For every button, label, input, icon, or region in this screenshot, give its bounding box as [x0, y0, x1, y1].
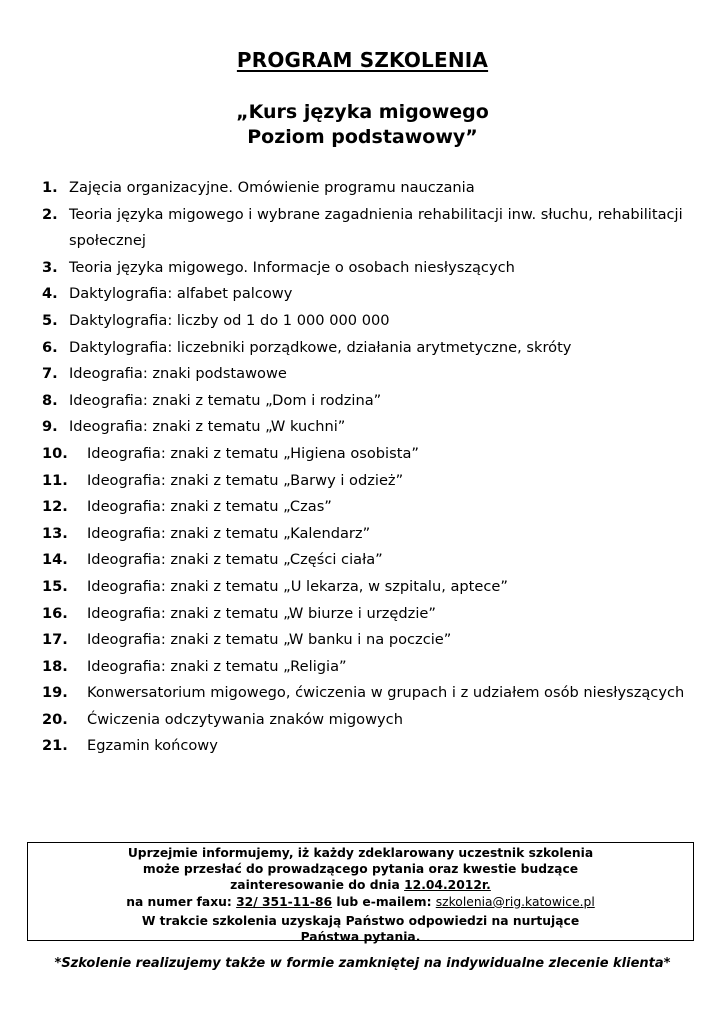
program-item-10 — [42, 441, 707, 468]
item-text: Daktylografia: liczebniki porządkowe, działania arytmetyczne, skróty — [69, 338, 572, 356]
item-number: 1. — [42, 179, 58, 196]
program-item-18 — [42, 654, 707, 681]
item-number: 14. — [42, 551, 68, 569]
program-item-17 — [42, 627, 707, 654]
item-number: 8. — [42, 391, 58, 409]
item-number: 9. — [42, 418, 58, 436]
notice-line-3 — [28, 877, 693, 893]
email-link[interactable]: szkolenia@rig.katowice.pl — [435, 894, 595, 909]
item-text: Ideografia: znaki z tematu „W biurze i urzędzie” — [87, 604, 436, 622]
item-text: Ideografia: znaki z tematu „Dom i rodzina” — [69, 391, 382, 409]
item-text: Ideografia: znaki z tematu „W banku i na poczcie” — [87, 631, 452, 649]
item-text: Ideografia: znaki z tematu „U lekarza, w szpitalu, aptece” — [87, 577, 508, 595]
program-list — [42, 175, 707, 760]
item-text: Teoria języka migowego i wybrane zagadnienia rehabilitacji inw. słuchu, rehabilitacji społecznej — [69, 205, 683, 250]
item-number: 21. — [42, 737, 68, 755]
program-item-16 — [42, 601, 707, 628]
notice-contact-line — [28, 894, 693, 910]
program-item-1 — [42, 175, 707, 202]
item-number: 17. — [42, 631, 68, 649]
item-text: Ideografia: znaki z tematu „Kalendarz” — [87, 524, 371, 542]
item-text: Daktylografia: alfabet palcowy — [69, 285, 293, 303]
footnote: *Szkolenie realizujemy także w formie zamkniętej na indywidualne zlecenie klienta* — [54, 956, 671, 971]
program-item-7 — [42, 361, 707, 388]
item-number: 5. — [42, 311, 58, 329]
item-text: Zajęcia organizacyjne. Omówienie programu nauczania — [69, 179, 475, 196]
deadline-date: 12.04.2012r. — [404, 878, 491, 893]
item-text: Daktylografia: liczby od 1 do 1 000 000 000 — [69, 311, 390, 329]
program-item-4 — [42, 281, 707, 308]
notice-line-5: W trakcie szkolenia uzyskają Państwo odpowiedzi na nurtujące — [141, 913, 580, 928]
item-text: Ideografia: znaki z tematu „W kuchni” — [69, 418, 346, 436]
course-subtitle — [0, 100, 725, 150]
program-item-21 — [42, 733, 707, 760]
program-item-20 — [42, 707, 707, 734]
program-item-3 — [42, 255, 707, 282]
email-label: lub e-mailem: — [336, 894, 432, 909]
program-item-9 — [42, 414, 707, 441]
item-text: Ideografia: znaki z tematu „Czas” — [87, 498, 332, 516]
item-number: 10. — [42, 444, 68, 462]
item-number: 2. — [42, 205, 58, 223]
item-text: Teoria języka migowego. Informacje o osobach niesłyszących — [69, 258, 515, 276]
notice-line-2: może przesłać do prowadzącego pytania oraz kwestie budzące — [142, 862, 579, 877]
item-number: 7. — [42, 365, 58, 383]
program-item-14 — [42, 547, 707, 574]
program-item-2 — [42, 202, 707, 255]
notice-box — [27, 842, 694, 945]
item-number: 15. — [42, 577, 68, 595]
item-text: Ideografia: znaki z tematu „Części ciała” — [87, 551, 383, 569]
item-number: 6. — [42, 338, 58, 356]
program-item-13 — [42, 521, 707, 548]
item-number: 13. — [42, 524, 68, 542]
notice-line-6: Państwa pytania. — [300, 930, 421, 945]
program-item-6 — [42, 335, 707, 362]
item-text: Ideografia: znaki z tematu „Barwy i odzież” — [87, 471, 404, 489]
item-text: Ideografia: znaki z tematu „Religia” — [87, 657, 347, 675]
item-text: Konwersatorium migowego, ćwiczenia w grupach i z udziałem osób niesłyszących — [87, 684, 685, 702]
program-item-5 — [42, 308, 707, 335]
item-text: Ideografia: znaki z tematu „Higiena osobista” — [87, 444, 419, 462]
item-text: Ćwiczenia odczytywania znaków migowych — [87, 710, 403, 728]
item-number: 4. — [42, 285, 58, 303]
notice-line-1: Uprzejmie informujemy, iż każdy zdeklarowany uczestnik szkolenia — [127, 846, 594, 860]
item-number: 3. — [42, 258, 58, 276]
page-title: PROGRAM SZKOLENIA — [236, 48, 489, 72]
program-item-8 — [42, 388, 707, 415]
item-number: 16. — [42, 604, 68, 622]
subtitle-line-1: „Kurs języka migowego — [236, 101, 489, 123]
item-number: 18. — [42, 657, 68, 675]
item-text: Egzamin końcowy — [87, 737, 218, 755]
item-number: 19. — [42, 684, 68, 702]
subtitle-line-2: Poziom podstawowy” — [247, 126, 478, 148]
fax-number: 32/ 351-11-86 — [236, 894, 333, 909]
program-item-12 — [42, 494, 707, 521]
program-item-11 — [42, 468, 707, 495]
fax-label: na numer faxu: — [126, 894, 232, 909]
item-text: Ideografia: znaki podstawowe — [69, 365, 287, 383]
program-item-19 — [42, 680, 707, 707]
item-number: 20. — [42, 710, 68, 728]
program-item-15 — [42, 574, 707, 601]
item-number: 11. — [42, 471, 68, 489]
item-number: 12. — [42, 498, 68, 516]
deadline-label: zainteresowanie do dnia — [230, 878, 400, 893]
